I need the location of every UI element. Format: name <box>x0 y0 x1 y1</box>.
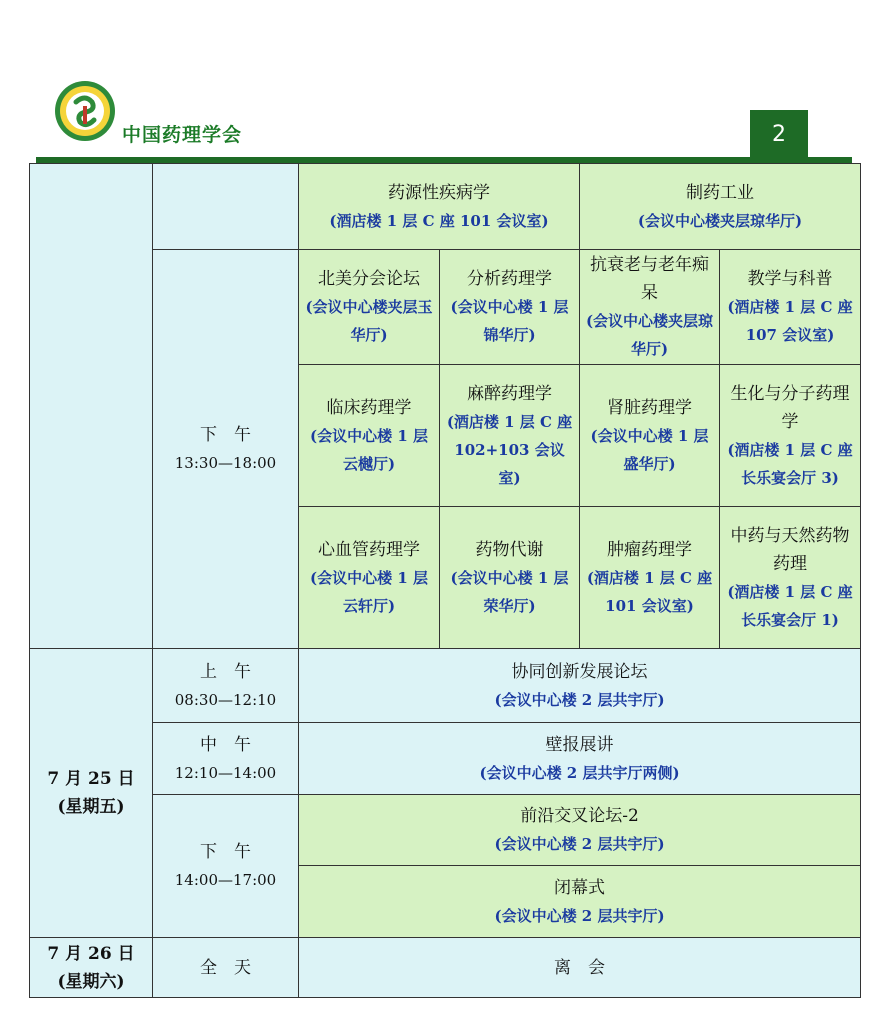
table-row <box>30 164 861 250</box>
session-cell: 中药与天然药物药理 (酒店楼 1 层 C 座长乐宴会厅 1) <box>720 507 861 649</box>
session-cell: 肿瘤药理学 (酒店楼 1 层 C 座 101 会议室) <box>580 507 720 649</box>
event-cell: 协同创新发展论坛 (会议中心楼 2 层共宇厅) <box>299 649 861 723</box>
session-cell: 生化与分子药理学 (酒店楼 1 层 C 座长乐宴会厅 3) <box>720 365 861 507</box>
time-cell-noon: 中 午 12:10—14:00 <box>153 723 299 795</box>
page-number: 2 <box>750 110 808 158</box>
session-cell: 药源性疾病学 (酒店楼 1 层 C 座 101 会议室) <box>299 164 580 250</box>
society-logo <box>54 80 116 142</box>
event-cell: 闭幕式 (会议中心楼 2 层共宇厅) <box>299 866 861 938</box>
time-cell-empty <box>153 164 299 250</box>
session-cell: 心血管药理学 (会议中心楼 1 层云轩厅) <box>299 507 440 649</box>
time-cell-allday: 全 天 <box>153 938 299 998</box>
table-row <box>30 938 861 998</box>
session-cell: 临床药理学 (会议中心楼 1 层云樾厅) <box>299 365 440 507</box>
table-row <box>30 795 861 866</box>
session-cell: 北美分会论坛 (会议中心楼夹层玉华厅) <box>299 250 440 365</box>
date-cell-day24 <box>30 164 153 649</box>
table-row <box>30 250 861 365</box>
session-cell: 麻醉药理学 (酒店楼 1 层 C 座 102+103 会议室) <box>440 365 580 507</box>
session-cell: 分析药理学 (会议中心楼 1 层锦华厅) <box>440 250 580 365</box>
date-cell-day26: 7 月 26 日 (星期六) <box>30 938 153 998</box>
org-name: 中国药理学会 <box>122 124 243 146</box>
session-cell: 药物代谢 (会议中心楼 1 层荣华厅) <box>440 507 580 649</box>
time-cell-afternoon: 下 午 13:30—18:00 <box>153 250 299 649</box>
time-cell-afternoon: 下 午 14:00—17:00 <box>153 795 299 938</box>
session-cell: 制药工业 (会议中心楼夹层琼华厅) <box>580 164 861 250</box>
date-cell-day25: 7 月 25 日 (星期五) <box>30 649 153 938</box>
schedule-table <box>29 163 861 998</box>
table-row <box>30 723 861 795</box>
session-cell: 抗衰老与老年痴呆 (会议中心楼夹层琼华厅) <box>580 250 720 365</box>
event-cell: 离 会 <box>299 938 861 998</box>
time-cell-morning: 上 午 08:30—12:10 <box>153 649 299 723</box>
table-row <box>30 649 861 723</box>
session-cell: 教学与科普 (酒店楼 1 层 C 座 107 会议室) <box>720 250 861 365</box>
event-cell: 前沿交叉论坛-2 (会议中心楼 2 层共宇厅) <box>299 795 861 866</box>
session-cell: 肾脏药理学 (会议中心楼 1 层盛华厅) <box>580 365 720 507</box>
event-cell: 壁报展讲 (会议中心楼 2 层共宇厅两侧) <box>299 723 861 795</box>
